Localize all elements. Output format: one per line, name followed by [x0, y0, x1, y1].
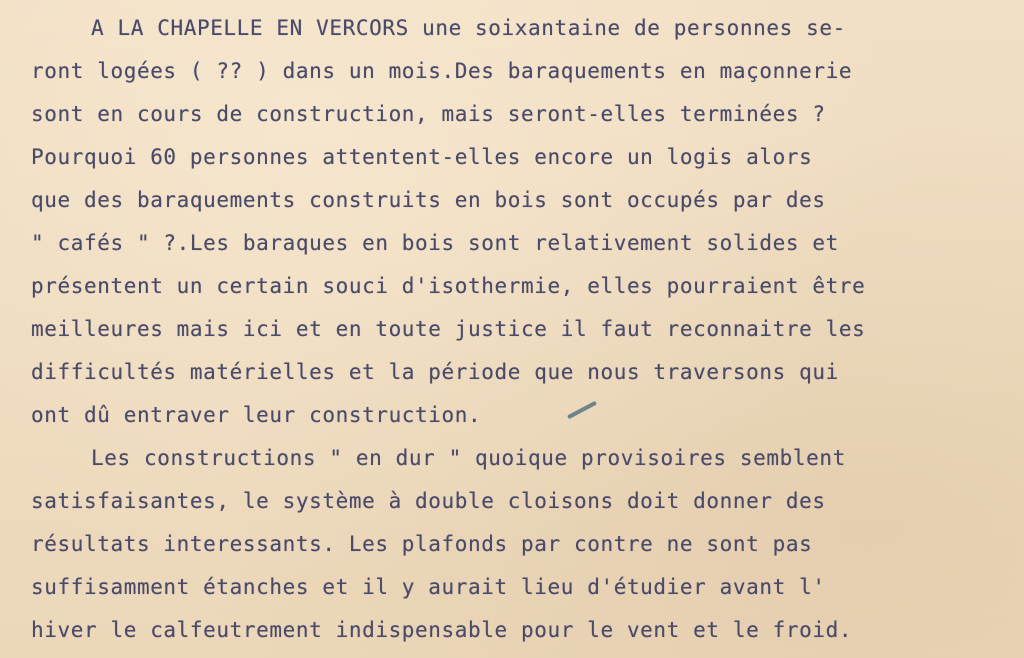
text-line: Les constructions " en dur " quoique provisoires semblent [91, 446, 846, 470]
text-line: hiver le calfeutrement indispensable pour le vent et le froid. [31, 618, 853, 642]
text-line: ront logées ( ?? ) dans un mois.Des baraquements en maçonnerie [31, 59, 853, 83]
text-line: A LA CHAPELLE EN VERCORS une soixantaine de personnes se- [91, 16, 846, 40]
text-line: meilleures mais ici et en toute justice il faut reconnaitre les [31, 317, 866, 341]
text-line: difficultés matérielles et la période que nous traversons qui [31, 360, 839, 384]
text-line: satisfaisantes, le système à double cloisons doit donner des [31, 489, 826, 513]
text-line: présentent un certain souci d'isothermie, elles pourraient être [31, 274, 866, 298]
text-line: suffisamment étanches et il y aurait lieu d'étudier avant l' [31, 575, 826, 599]
text-line: " cafés " ?.Les baraques en bois sont relativement solides et [31, 231, 839, 255]
text-line: ont dû entraver leur construction. [31, 403, 482, 427]
text-line: que des baraquements construits en bois sont occupés par des [31, 188, 826, 212]
pen-stroke [567, 401, 597, 420]
text-line: résultats interessants. Les plafonds par contre ne sont pas [31, 532, 813, 556]
text-line: sont en cours de construction, mais seront-elles terminées ? [31, 102, 826, 126]
text-line: Pourquoi 60 personnes attentent-elles encore un logis alors [31, 145, 813, 169]
